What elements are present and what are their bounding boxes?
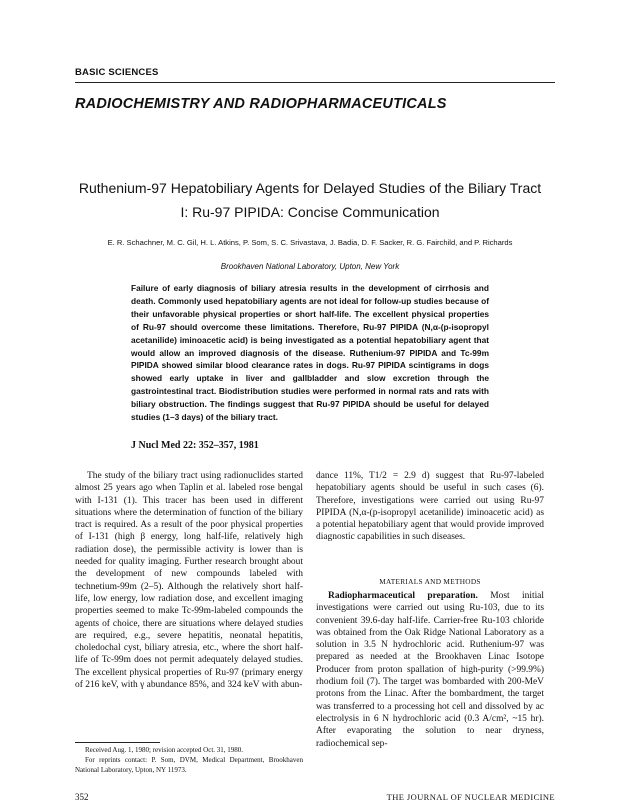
- intro-paragraph-continued: dance 11%, T1/2 = 2.9 d) suggest that Ru-97-labeled hepatobiliary agents should be useful in such cases (6). Therefore, investigations were carried out using Ru-97 PIPIDA (N,α-(p-isopropyl acetanilide) iminoacetic acid) as a potential hepatobiliary agent that would provide improved diagnostic capabilities in such diseases.: [316, 471, 544, 543]
- abstract: Failure of early diagnosis of biliary atresia results in the development of cirrhosis and death. Commonly used hepatobiliary agents are not ideal for follow-up studies because of their unfavorable physical properties or short half-life. The excellent physical properties of Ru-97 should overcome these limitations. Therefore, Ru-97 PIPIDA (N,α-(p-isopropyl acetanilide) iminoacetic acid) is being investigated as a potential hepatobiliary agent that would allow an improved diagnosis of the disease. Ruthenium-97 PIPIDA and Tc-99m PIPIDA showed similar blood clearance rates in dogs. Ru-97 PIPIDA scintigrams in dogs showed early uptake in liver and gallbladder and slow excretion through the gastrointestinal tract. Biodistribution studies were performed in normal rats and rats with biliary obstruction. The findings suggest that Ru-97 PIPIDA should be useful for delayed studies (1–3 days) of the biliary tract.: [131, 283, 489, 423]
- reprints-note: For reprints contact: P. Som, DVM, Medical Department, Brookhaven National Laboratory, Upton, NY 11973.: [75, 756, 303, 774]
- body-column-left: [75, 470, 303, 691]
- footnotes: [75, 745, 303, 775]
- methods-paragraph: [316, 590, 544, 750]
- section-label: BASIC SCIENCES: [75, 67, 159, 78]
- prep-text: Most initial investigations were carried out using Ru-103, due to its convenient 39.6-day half-life. Carrier-free Ru-103 chloride was obtained from the Oak Ridge National Laboratory as a solution in 3.5 N hydrochloric acid. Ruthenium-97 was prepared as needed at the Brookhaven Linac Isotope Producer from proton spallation of high-purity (>99.9%) rhodium foil (7). The target was bombarded with 200-MeV protons from the Linac. After the bombardment, the target was transferred to a processing hot cell and dissolved by ac electrolysis in 6 N hydrochloric acid (0.3 A/cm², ~15 hr). After evaporating the solution to near dryness, radiochemical sep-: [316, 591, 544, 749]
- prep-heading: Radiopharmaceutical preparation.: [328, 591, 478, 601]
- footnote-rule: [75, 742, 160, 743]
- methods-section: [316, 590, 544, 750]
- author-list: E. R. Schachner, M. C. Gil, H. L. Atkins, P. Som, S. C. Srivastava, J. Badia, D. F. Sacker, R. G. Fairchild, and P. Richards: [107, 238, 513, 247]
- affiliation: Brookhaven National Laboratory, Upton, New York: [220, 262, 400, 271]
- article-title-line-2: I: Ru-97 PIPIDA: Concise Communication: [180, 204, 440, 220]
- journal-name: THE JOURNAL OF NUCLEAR MEDICINE: [386, 792, 555, 802]
- received-note: Received Aug. 1, 1980; revision accepted Oct. 31, 1980.: [85, 746, 244, 754]
- article-title-line-1: Ruthenium-97 Hepatobiliary Agents for Delayed Studies of the Biliary Tract: [78, 180, 542, 196]
- page-number: 352: [75, 792, 89, 802]
- header-rule: [75, 82, 555, 83]
- citation: J Nucl Med 22: 352–357, 1981: [131, 440, 259, 451]
- methods-heading: MATERIALS AND METHODS: [379, 577, 481, 586]
- subject-heading: RADIOCHEMISTRY AND RADIOPHARMACEUTICALS: [75, 96, 447, 112]
- intro-paragraph: The study of the biliary tract using radionuclides started almost 25 years ago when Taplin et al. labeled rose bengal with I-131 (1). This tracer has been used in different situations where the determination of function of the biliary tract is required. As a result of the poor physical properties of I-131 (high β energy, long half-life, relatively high radiation dose), the permissible activity is lower than is needed for quality imaging. Further research brought about the development of new compounds labeled with technetium-99m (2–5). Although the relatively short half-life, low energy, low radiation dose, and excellent imaging properties seemed to make Tc-99m-labeled compounds the agents of choice, there are situations where delayed studies are required, e.g., severe hepatitis, neonatal hepatitis, choledochal cyst, biliary atresia, etc., where the short half-life of Tc-99m does not permit adequately delayed studies. The excellent physical properties of Ru-97 (primary energy of 216 keV, with γ abundance 85%, and 324 keV with abun-: [75, 471, 303, 691]
- body-column-right: [316, 470, 544, 544]
